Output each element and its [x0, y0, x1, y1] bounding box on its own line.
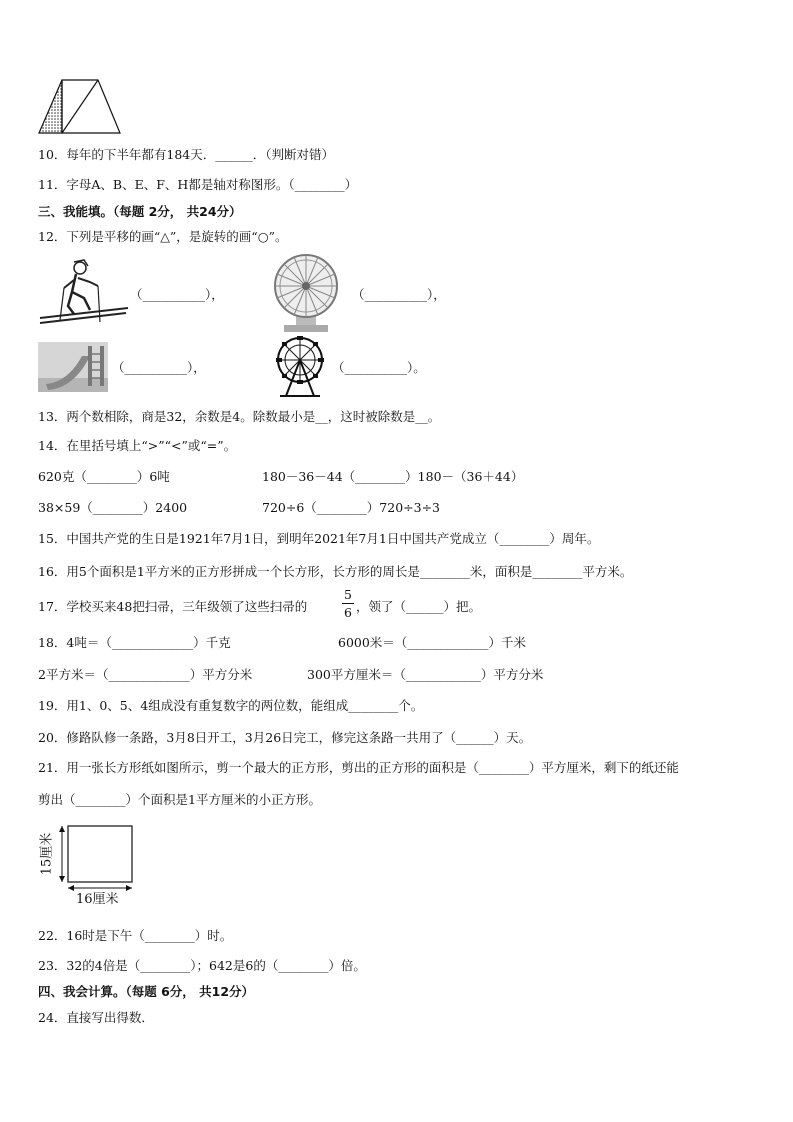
q18-item-c: 2平方米＝（_____________）平方分米 — [38, 667, 253, 682]
question-11: 11．字母A、B、E、F、H都是轴对称图形。（________） — [38, 177, 358, 192]
q12-blank-skier: （__________）， — [130, 287, 224, 302]
fraction-numerator: 5 — [344, 587, 352, 602]
question-13: 13．两个数相除，商是32，余数是4。除数最小是__，这时被除数是__。 — [38, 409, 441, 424]
q14-item-d: 720÷6（________）720÷3÷3 — [262, 500, 440, 515]
question-21-line1: 21．用一张长方形纸如图所示，剪一个最大的正方形，剪出的正方形的面积是（________）平方厘米，剩下的纸还能 — [38, 760, 679, 775]
fraction-denominator: 6 — [344, 605, 352, 620]
q18-item-b: 6000米＝（_____________）千米 — [338, 635, 527, 650]
figure-bottom-label: 16厘米 — [76, 892, 119, 907]
question-10: 10．每年的下半年都有184天．______．（判断对错） — [38, 147, 335, 162]
q18-item-d: 300平方厘米＝（____________）平方分米 — [307, 667, 544, 682]
q14-item-c: 38×59（________）2400 — [38, 500, 188, 515]
q14-item-b: 180－36－44（________）180－（36＋44） — [262, 469, 524, 484]
figure-side-label: 15厘米 — [39, 832, 55, 876]
section-4-heading: 四、我会计算。（每题 6分， 共12分） — [38, 984, 255, 999]
question-15: 15．中国共产党的生日是1921年7月1日，到明年2021年7月1日中国共产党成立（________）周年。 — [38, 531, 600, 546]
q12-blank-ferris: （__________）。 — [332, 360, 426, 375]
q18-item-a: 18．4吨＝（_____________）千克 — [38, 635, 231, 650]
question-17-start: 17．学校买来48把扫帚，三年级领了这些扫帚的 — [38, 599, 308, 614]
q12-blank-fan: （__________）， — [352, 287, 446, 302]
question-16: 16．用5个面积是1平方米的正方形拼成一个长方形，长方形的周长是________米，面积是________平方米。 — [38, 564, 633, 579]
question-17-end: ，领了（______）把。 — [356, 599, 482, 614]
question-23: 23．32的4倍是（________）；642是6的（________）倍。 — [38, 958, 366, 973]
question-19: 19．用1、0、5、4组成没有重复数字的两位数，能组成________个。 — [38, 698, 424, 713]
q12-blank-slide: （__________）， — [112, 360, 206, 375]
slide-image — [38, 342, 108, 392]
question-22: 22．16时是下午（________）时。 — [38, 928, 233, 943]
parallelogram-figure — [36, 76, 122, 136]
question-20: 20．修路队修一条路，3月8日开工，3月26日完工，修完这条路一共用了（______）天。 — [38, 730, 532, 745]
section-3-heading: 三、我能填。（每题 2分， 共24分） — [38, 204, 242, 219]
question-21-line2: 剪出（________）个面积是1平方厘米的小正方形。 — [38, 792, 321, 807]
fraction-five-sixths — [342, 587, 354, 620]
q14-item-a: 620克（________）6吨 — [38, 469, 170, 484]
question-12: 12．下列是平移的画“△”，是旋转的画“○”。 — [38, 229, 288, 244]
ferris-wheel-image — [270, 336, 330, 398]
skier-image — [38, 258, 130, 328]
fan-wheel-image — [270, 253, 342, 333]
question-14: 14．在里括号填上“>”“<”或“=”。 — [38, 438, 237, 453]
question-24: 24．直接写出得数． — [38, 1010, 154, 1025]
